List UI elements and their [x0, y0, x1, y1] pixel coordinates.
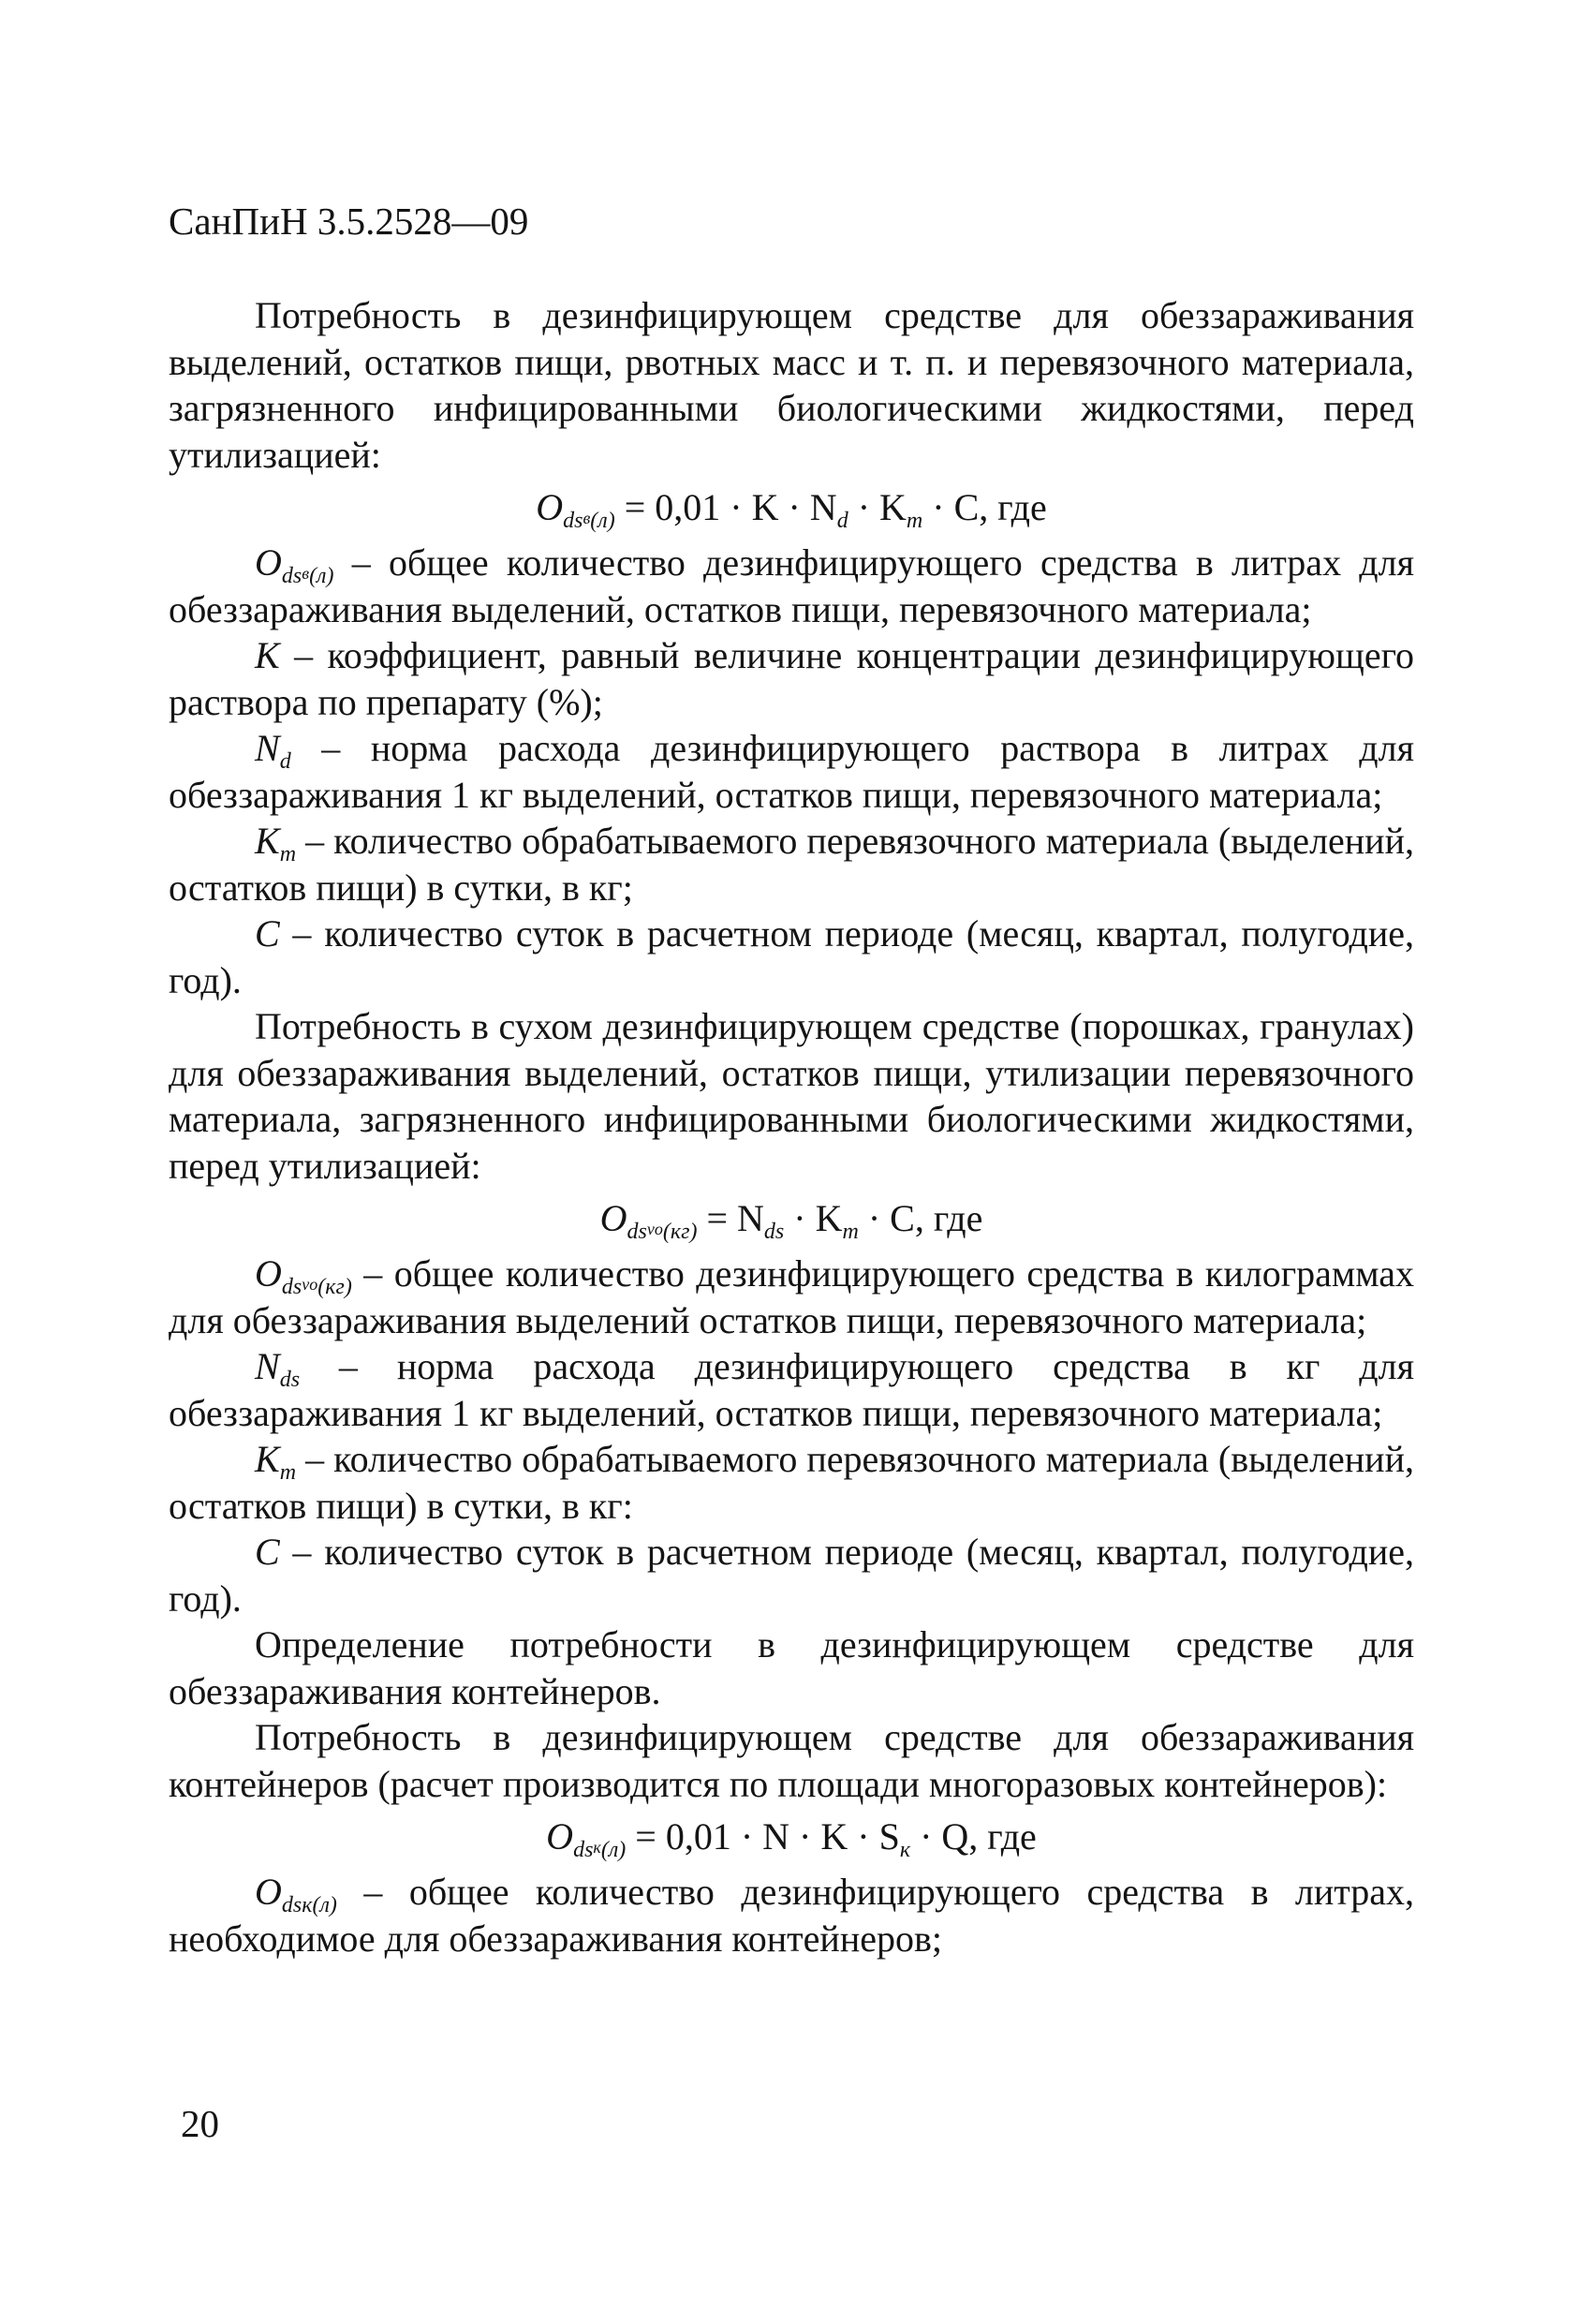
definition-item: C – количество суток в расчетном периоде (месяц, квартал, полугодие, год). — [169, 1531, 1414, 1620]
formula-rhs: = N — [706, 1197, 764, 1239]
definition-item: C – количество суток в расчетном периоде (месяц, квартал, полугодие, год). — [169, 912, 1414, 1001]
definition-subscript: ds — [279, 1368, 301, 1392]
definition-item: $N_d$ – норма расхода дезинфицирующего раствора в литрах для обеззараживания 1 кг выделений, остатков пищи, перевязочного материала; — [169, 727, 1414, 816]
definition-subsubscript: в — [302, 564, 310, 583]
formula-container-disinfectant — [169, 1809, 1414, 1865]
formula-symbol: O — [536, 486, 564, 528]
formula-rhs: · C, — [922, 486, 989, 528]
formula-symbol: O — [546, 1815, 574, 1858]
definition-symbol: O — [255, 1252, 282, 1295]
definition-item: $K_m$ – количество обрабатываемого перевязочного материала (выделений, остатков пищи) в сутки, в кг; — [169, 820, 1414, 909]
paragraph-section2-intro: Потребность в сухом дезинфицирующем средстве (порошках, гранулах) для обеззараживания выделений, остатков пищи, утилизации перевязочного материала, загрязненного инфицированными биологическими жидкостями, перед утилизацией: — [169, 1005, 1414, 1187]
formula-rhs: · K — [784, 1197, 843, 1239]
formula-unit: (л) — [600, 1838, 627, 1862]
definition-text: количество суток в расчетном периоде (месяц, квартал, полугодие, год). — [169, 1531, 1414, 1620]
formula-subscript: ds — [563, 509, 583, 533]
definition-item: K – коэффициент, равный величине концентрации дезинфицирующего раствора по препарату (%); — [169, 634, 1415, 723]
formula-rhs: = 0,01 · N · K · S — [635, 1815, 900, 1858]
formula-rhs: · K — [848, 486, 907, 528]
definition-text: общее количество дезинфицирующего средства в литрах, необходимое для обеззараживания контейнеров; — [169, 1871, 1415, 1960]
formula-where: где — [987, 1815, 1037, 1858]
definition-symbol: O — [255, 541, 282, 584]
definition-subscript: ds — [281, 1275, 302, 1299]
definition-unit: (кг) — [317, 1275, 352, 1299]
formula-subscript: d — [836, 509, 848, 533]
formula-symbol: O — [599, 1197, 627, 1239]
definition-subscript: d — [279, 749, 291, 774]
formula-subscript: m — [906, 509, 923, 533]
definition-item: $N_{ds}$ – норма расхода дезинфицирующего средства в кг для обеззараживания 1 кг выделений, остатков пищи, перевязочного материала; — [169, 1345, 1414, 1434]
formula-rhs: · C, — [858, 1197, 924, 1239]
paragraph-section3-heading: Определение потребности в дезинфицирующем средстве для обеззараживания контейнеров. — [169, 1623, 1414, 1712]
definition-text: норма расхода дезинфицирующего раствора в литрах для обеззараживания 1 кг выделений, остатков пищи, перевязочного материала; — [169, 727, 1414, 816]
document-code: СанПиН 3.5.2528—09 — [169, 200, 529, 243]
definition-text: количество обрабатываемого перевязочного материала (выделений, остатков пищи) в сутки, в кг; — [169, 820, 1414, 909]
definition-unit: (л) — [309, 564, 334, 588]
definition-text: количество обрабатываемого перевязочного материала (выделений, остатков пищи) в сутки, в кг: — [169, 1438, 1414, 1527]
formula-where: где — [997, 486, 1047, 528]
formula-subscript: ds — [627, 1220, 647, 1244]
paragraph-section1-intro: Потребность в дезинфицирующем средстве для обеззараживания выделений, остатков пищи, рвотных масс и т. п. и перевязочного материала, загрязненного инфицированными биологическими жидкостями, перед утилизацией: — [169, 294, 1414, 476]
definition-item: $K_m$ – количество обрабатываемого перевязочного материала (выделений, остатков пищи) в сутки, в кг: — [169, 1438, 1414, 1527]
formula-subscript: m — [842, 1220, 859, 1244]
definition-text: норма расхода дезинфицирующего средства в кг для обеззараживания 1 кг выделений, остатков пищи, перевязочного материала; — [169, 1345, 1414, 1434]
formula-dry-disinfectant — [169, 1191, 1414, 1247]
definition-subscript: dsк(л) — [281, 1893, 337, 1917]
formula-unit: (л) — [590, 509, 615, 533]
definition-item: $O_{dsк(л)}$ – общее количество дезинфицирующего средства в литрах, необходимое для обеззараживания контейнеров; — [169, 1871, 1415, 1960]
definition-subsubscript: vo — [302, 1275, 318, 1294]
definition-symbol: K — [255, 1438, 280, 1480]
formula-where: где — [933, 1197, 983, 1239]
formula-subscript: к — [899, 1838, 911, 1862]
definition-symbol: K — [255, 634, 280, 676]
definition-symbol: K — [255, 820, 280, 862]
definition-subscript: ds — [281, 564, 302, 588]
formula-rhs: = 0,01 · K · N — [624, 486, 837, 528]
definition-text: общее количество дезинфицирующего средства в литрах для обеззараживания выделений, остатков пищи, перевязочного материала; — [169, 541, 1415, 630]
definition-symbol: C — [255, 912, 280, 955]
body-text — [169, 292, 1414, 1961]
definition-symbol: O — [255, 1871, 282, 1913]
definition-symbol: C — [255, 1531, 280, 1573]
definition-subscript: m — [279, 842, 297, 866]
definition-subscript: m — [279, 1460, 297, 1485]
formula-subsubscript: vo — [646, 1220, 663, 1238]
formula-subsubscript: в — [583, 509, 591, 527]
definition-text: количество суток в расчетном периоде (месяц, квартал, полугодие, год). — [169, 912, 1414, 1001]
formula-unit: (кг) — [662, 1220, 698, 1244]
formula-subscript: ds — [573, 1838, 594, 1862]
definition-symbol: N — [255, 727, 280, 769]
definition-item: $O_{ds}vo_{(кг)}$ – общее количество дезинфицирующего средства в килограммах для обеззараживания выделений остатков пищи, перевязочного материала; — [169, 1252, 1414, 1341]
page-number: 20 — [181, 2102, 219, 2145]
paragraph-section3-intro: Потребность в дезинфицирующем средстве для обеззараживания контейнеров (расчет производится по площади многоразовых контейнеров): — [169, 1716, 1414, 1805]
definition-symbol: N — [255, 1345, 280, 1387]
formula-subscript: ds — [763, 1220, 785, 1244]
definition-text: общее количество дезинфицирующего средства в килограммах для обеззараживания выделений остатков пищи, перевязочного материала; — [169, 1252, 1414, 1341]
definition-text: коэффициент, равный величине концентрации дезинфицирующего раствора по препарату (%); — [169, 634, 1415, 723]
definition-item: $O_{ds}в_{(л)}$ – общее количество дезинфицирующего средства в литрах для обеззараживания выделений, остатков пищи, перевязочного материала; — [169, 541, 1415, 630]
formula-subsubscript: к — [593, 1838, 601, 1857]
formula-rhs: · Q, — [910, 1815, 979, 1858]
formula-liquid-disinfectant — [169, 480, 1414, 536]
